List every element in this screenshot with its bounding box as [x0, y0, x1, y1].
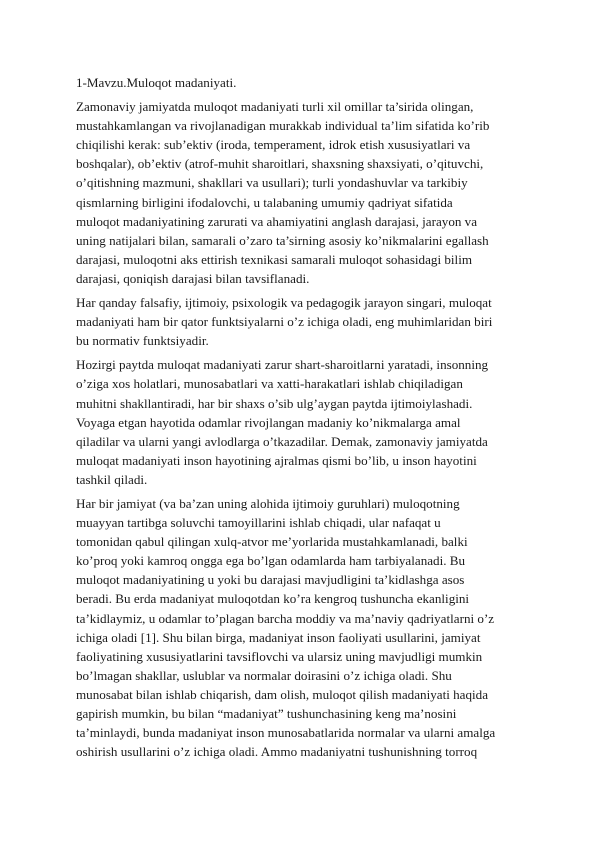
text-line: o’ziga xos holatlari, munosabatlari va xatti-harakatlari ishlab chiqiladigan: [76, 376, 463, 392]
text-line: Zamonaviy jamiyatda muloqot madaniyati turli xil omillar ta’sirida olingan,: [76, 99, 474, 115]
text-line: muloqot madaniyatining u yoki bu darajasi mavjudligini ta’kidlashga asos: [76, 572, 465, 588]
text-line: darajasi, muloqotni aks ettirish texnikasi samarali muloqot sohasidagi bilim: [76, 251, 473, 267]
text-line: Har qanday falsafiy, ijtimoiy, psixologik va pedagogik jarayon singari, muloqat: [76, 295, 492, 311]
text-line: tomonidan qabul qilingan xulq-atvor me’yorlarida mustahkamlanadi, balki: [76, 534, 468, 550]
text-line: boshqalar), ob’ektiv (atrof-muhit sharoitlari, shaxsning shaxsiyati, o’qituvchi,: [76, 156, 484, 172]
text-line: madaniyati ham bir qator funktsiyalarni o’z ichiga oladi, eng muhimlaridan biri: [76, 314, 493, 330]
text-line: Hozirgi paytda muloqat madaniyati zarur shart-sharoitlarni yaratadi, insonning: [76, 357, 489, 373]
paragraph-3: [76, 355, 526, 489]
text-line: beradi. Bu erda madaniyat muloqotdan ko’ra kengroq tushuncha ekanligini: [76, 591, 470, 607]
text-line: faoliyatining xususiyatlarini tavsiflovchi va ularsiz uning mavjudligi mumkin: [76, 648, 483, 664]
paragraph-4: [76, 494, 526, 761]
text-line: ta’kidlaymiz, u odamlar to’plagan barcha moddiy va ma’naviy qadriyatlarni o’z: [76, 610, 495, 626]
text-line: bu normativ funktsiyadir.: [76, 333, 209, 349]
text-line: gapirish mumkin, bu bilan “madaniyat” tushunchasining keng ma’nosini: [76, 706, 457, 721]
text-line: muloqat madaniyati inson hayotining ajralmas qismi bo’lib, u inson hayotini: [76, 452, 477, 468]
text-line: ta’minlaydi, bunda madaniyat inson munosabatlarida normalar va ularni amalga: [76, 725, 496, 741]
text-line: Voyaga etgan hayotida odamlar rivojlangan madaniy ko’nikmalarga amal: [76, 414, 461, 430]
text-line: qiladilar va ularni yangi avlodlarga o’tkazadilar. Demak, zamonaviy jamiyatda: [76, 433, 488, 449]
text-line: chiqilishi kerak: sub’ektiv (iroda, temperament, idrok etish xususiyatlari va: [76, 137, 471, 153]
text-line: muloqot madaniyatining zarurati va ahamiyatini anglash darajasi, jarayon va: [76, 213, 478, 229]
text-line: qismlarning birligini ifodalovchi, u talabaning umumiy qadriyat sifatida: [76, 194, 453, 210]
text-line: muhitni shakllantiradi, har bir shaxs o’sib ulg’aygan paytda ijtimoiylashadi.: [76, 395, 473, 411]
paragraph-2: [76, 293, 526, 350]
text-line: Har bir jamiyat (va ba’zan uning alohida ijtimoiy guruhlari) muloqotning: [76, 495, 460, 511]
text-line: mustahkamlangan va rivojlanadigan murakkab individual ta’lim sifatida ko’rib: [76, 118, 490, 134]
text-line: tashkil qiladi.: [76, 471, 148, 487]
text-line: oshirish usullarini o’z ichiga oladi. Ammo madaniyatni tushunishning torroq: [76, 744, 478, 760]
text-line: ichiga oladi [1]. Shu bilan birga, madaniyat inson faoliyati usullarini, jamiyat: [76, 629, 481, 645]
paragraph-1: [76, 97, 526, 288]
text-line: ko’proq yoki kamroq ongga ega bo’lgan odamlarda ham tarbiyalanadi. Bu: [76, 553, 466, 569]
document-title: 1-Mavzu.Muloqot madaniyati.: [76, 75, 237, 90]
text-line: darajasi, qoniqish darajasi bilan tavsiflanadi.: [76, 270, 310, 286]
document-body: [76, 73, 526, 766]
text-line: munosabat bilan ishlab chiqarish, dam olish, muloqot qilish madaniyati haqida: [76, 686, 489, 702]
text-line: muayyan tartibga soluvchi tamoyillarini ishlab chiqadi, ular nafaqat u: [76, 515, 441, 531]
text-line: bo’lmagan shakllar, uslublar va normalar doirasini o’z ichiga oladi. Shu: [76, 667, 452, 683]
text-line: o’qitishning mazmuni, shakllari va usullari); turli yondashuvlar va tarkibiy: [76, 175, 468, 191]
text-line: uning natijalari bilan, samarali o’zaro ta’sirning asosiy ko’nikmalarini egallash: [76, 232, 489, 248]
